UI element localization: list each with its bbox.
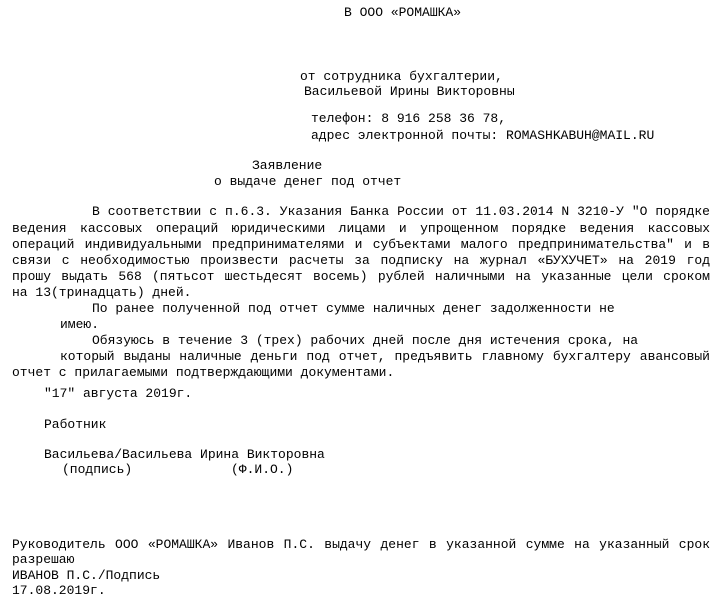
paragraph-line: В соответствии с п.6.3. Указания Банка России от 11.03.2014 N 3210-У "О порядке bbox=[92, 204, 710, 219]
employee-role: Работник bbox=[44, 417, 107, 432]
approval-resolution-continued: разрешаю bbox=[12, 552, 75, 567]
paragraph-line: По ранее полученной под отчет сумме наличных денег задолженности не bbox=[92, 301, 615, 316]
recipient-line: В ООО «РОМАШКА» bbox=[344, 5, 462, 20]
application-date: "17" августа 2019г. bbox=[44, 386, 193, 401]
paragraph-line: связи с необходимостью произвести расчеты за подписку на журнал «БУХУЧЕТ» на 2019 год bbox=[12, 253, 710, 268]
paragraph-line: операций индивидуальными предпринимателями и субъектами малого предпринимательства" и в bbox=[12, 237, 710, 252]
signature-caption: (подпись) bbox=[62, 462, 133, 477]
sender-position: от сотрудника бухгалтерии, bbox=[300, 69, 503, 84]
paragraph-line: имею. bbox=[60, 317, 100, 332]
paragraph-line: который выданы наличные деньги под отчет, предъявить главному бухгалтеру авансовый bbox=[60, 349, 710, 364]
sender-email: адрес электронной почты: ROMASHKABUH@MAIL.RU bbox=[311, 128, 655, 143]
paragraph-line: Обязуюсь в течение 3 (трех) рабочих дней после дня истечения срока, на bbox=[92, 333, 639, 348]
paragraph-line: на 13(тринадцать) дней. bbox=[12, 285, 192, 300]
sender-name: Васильевой Ирины Викторовны bbox=[304, 84, 515, 99]
document-subtitle: о выдаче денег под отчет bbox=[214, 174, 402, 189]
document-title: Заявление bbox=[252, 158, 323, 173]
sender-phone: телефон: 8 916 258 36 78, bbox=[311, 111, 507, 126]
approver-signature: ИВАНОВ П.С./Подпись bbox=[12, 568, 161, 583]
paragraph-line: отчет с прилагаемыми подтверждающими документами. bbox=[12, 365, 395, 380]
paragraph-line: ведения кассовых операций юридическими лицами и упрощенном порядке ведения кассовых bbox=[12, 221, 710, 236]
name-caption: (Ф.И.О.) bbox=[231, 462, 294, 477]
employee-signature: Васильева/Васильева Ирина Викторовна bbox=[44, 447, 325, 462]
approval-resolution: Руководитель ООО «РОМАШКА» Иванов П.С. выдачу денег в указанной сумме на указанный срок bbox=[12, 537, 710, 552]
approval-date: 17.08.2019г. bbox=[12, 583, 106, 598]
paragraph-line: прошу выдать 568 (пятьсот шестьдесят восемь) рублей наличными на указанные цели сроком bbox=[12, 269, 710, 284]
